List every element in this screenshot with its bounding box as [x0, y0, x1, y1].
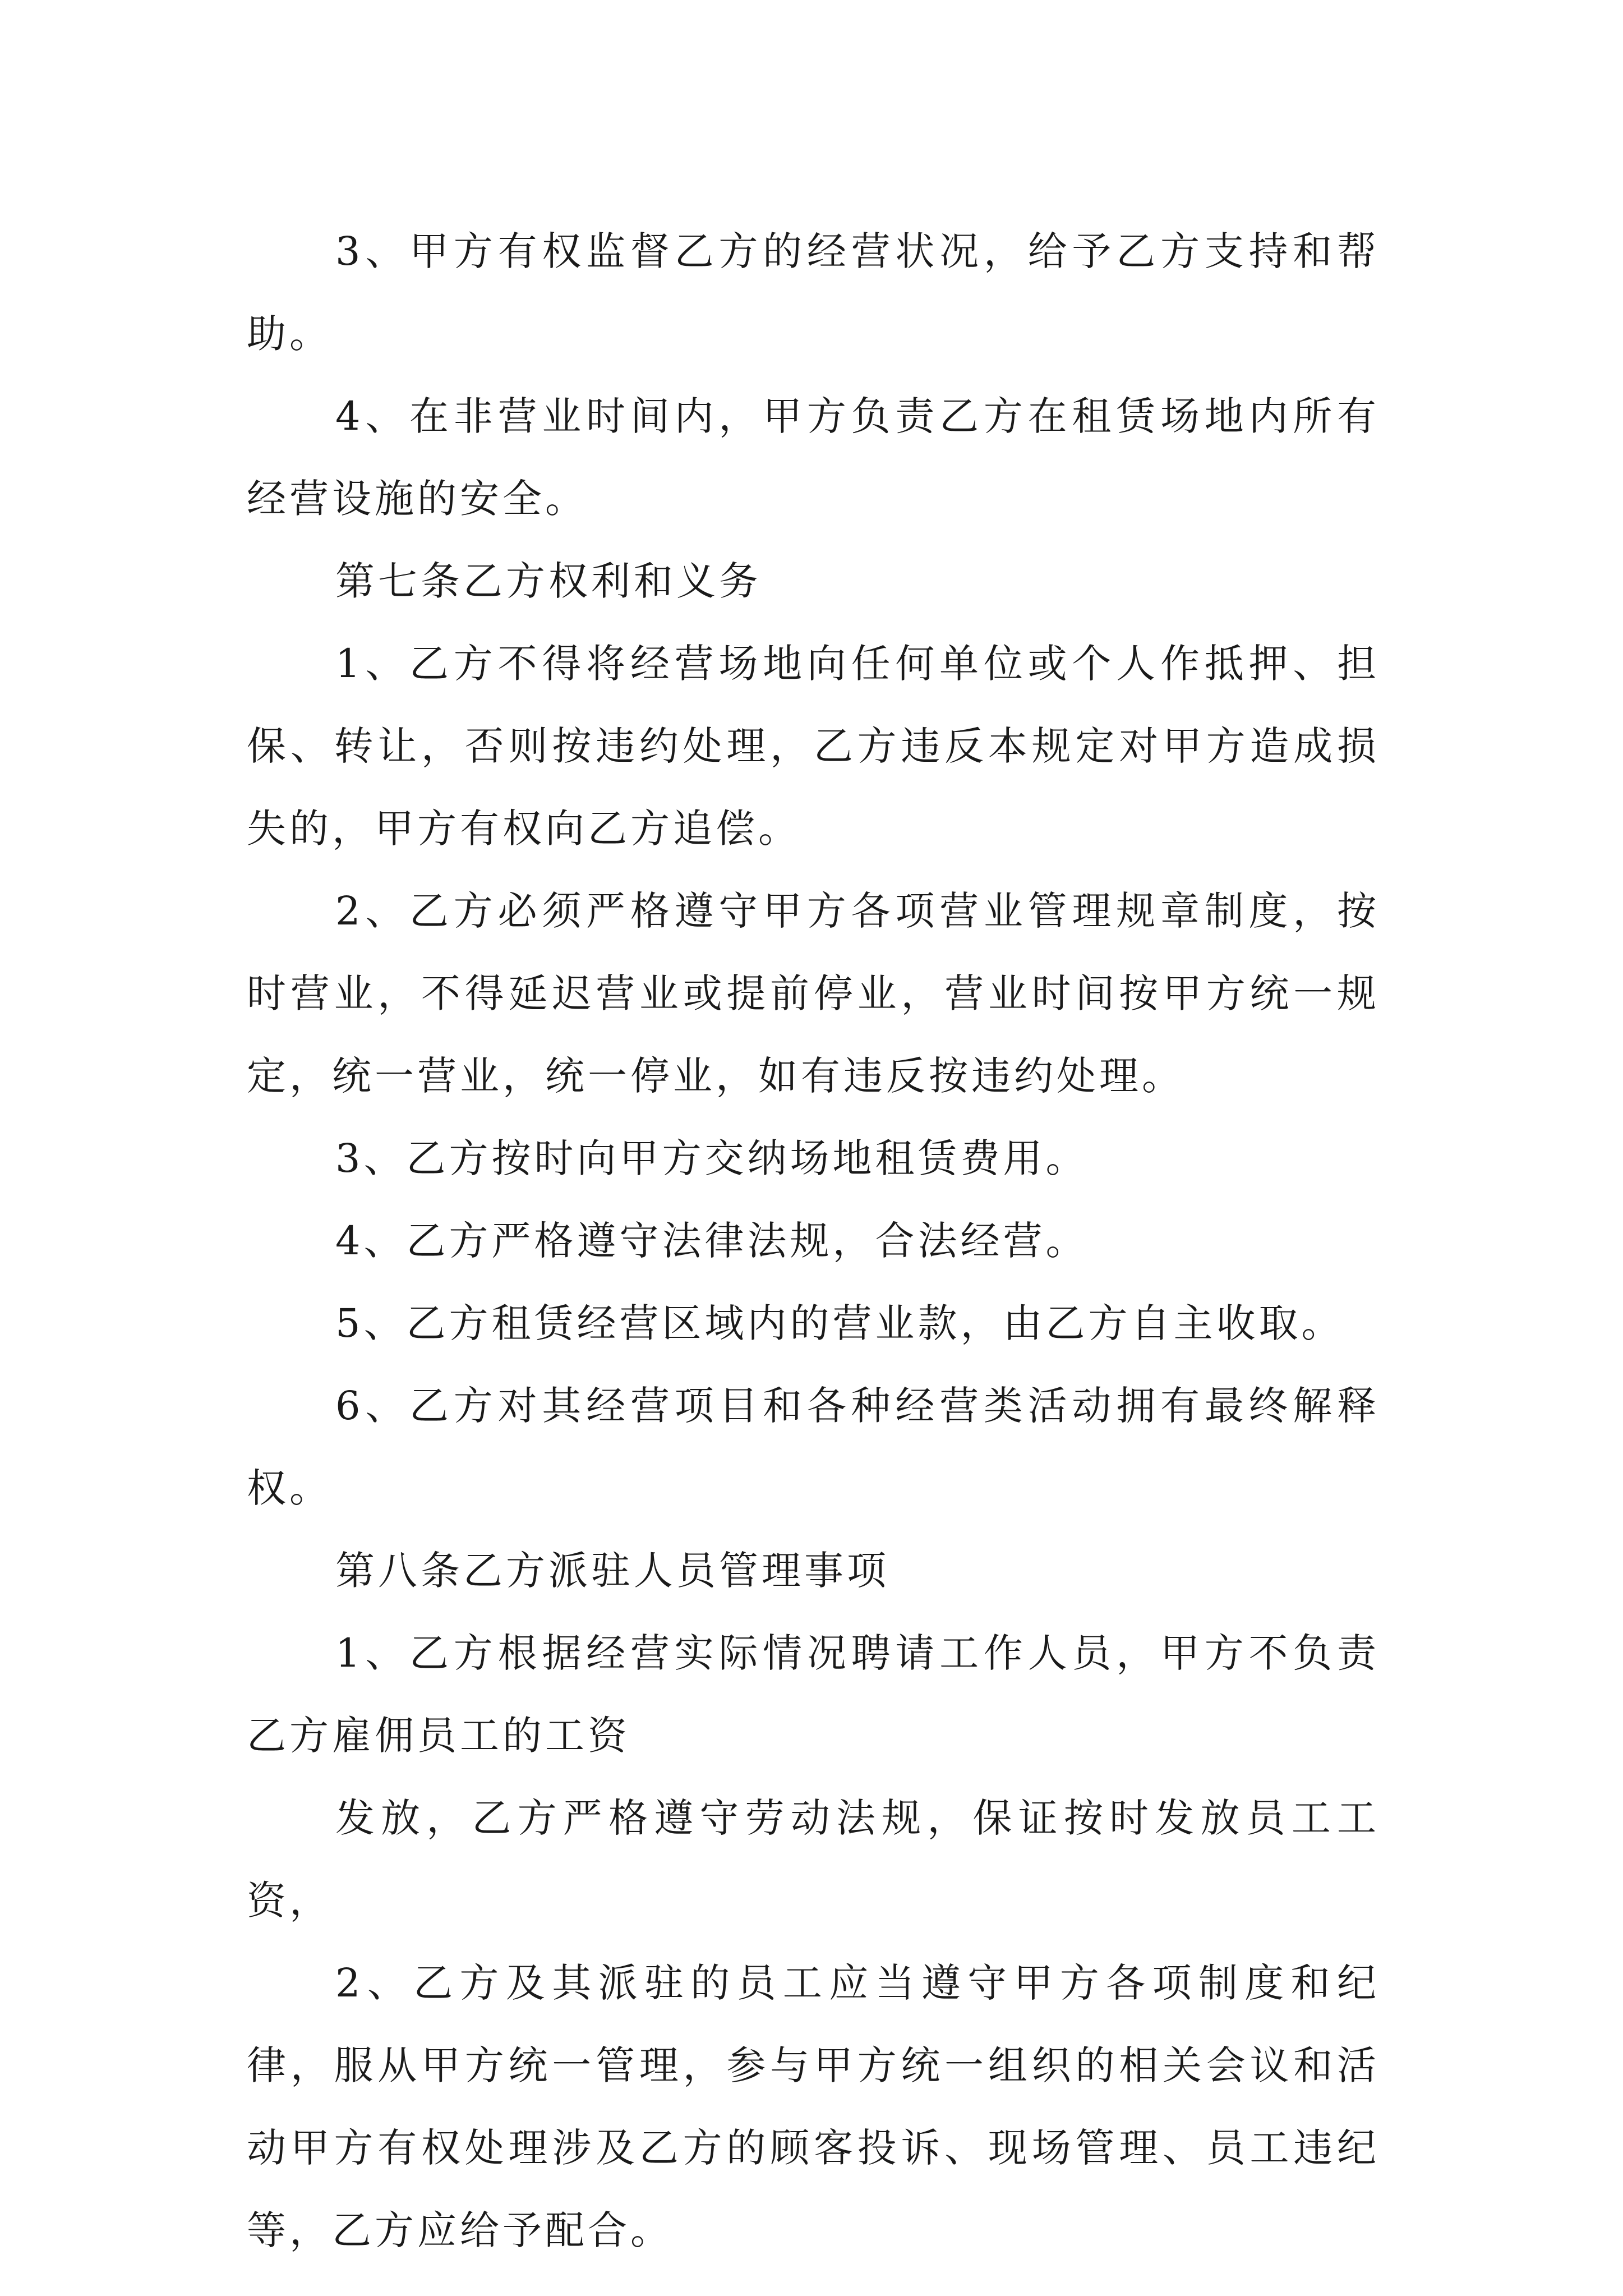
section-heading-article-7: 第七条乙方权利和义务 [335, 558, 762, 604]
paragraph-business-hours: 2、乙方必须严格遵守甲方各项营业管理规章制度，按时营业，不得延迟营业或提前停业，营业时间按甲方统一规定，统一营业，统一停业，如有违反按违约处理。 [247, 888, 1380, 1099]
paragraph-revenue-collection: 5、乙方租赁经营区域内的营业款，由乙方自主收取。 [335, 1300, 1344, 1346]
document-body [247, 210, 1380, 2272]
paragraph-staff-rules: 2、乙方及其派驻的员工应当遵守甲方各项制度和纪律，服从甲方统一管理，参与甲方统一组织的相关会议和活动甲方有权处理涉及乙方的顾客投诉、现场管理、员工违纪等，乙方应给予配合。 [247, 1960, 1380, 2253]
paragraph-legal-compliance: 4、乙方严格遵守法律法规，合法经营。 [335, 1218, 1089, 1264]
paragraph-party-a-supervision: 3、甲方有权监督乙方的经营状况，给予乙方支持和帮助。 [247, 228, 1380, 357]
section-heading-article-8: 第八条乙方派驻人员管理事项 [335, 1548, 889, 1594]
paragraph-wage-payment: 发放，乙方严格遵守劳动法规，保证按时发放员工工资， [247, 1795, 1380, 1924]
paragraph-party-a-safety: 4、在非营业时间内，甲方负责乙方在租赁场地内所有经营设施的安全。 [247, 393, 1380, 522]
paragraph-rent-payment: 3、乙方按时向甲方交纳场地租赁费用。 [335, 1135, 1089, 1181]
paragraph-no-mortgage: 1、乙方不得将经营场地向任何单位或个人作抵押、担保、转让，否则按违约处理，乙方违反本规定对甲方造成损失的，甲方有权向乙方追偿。 [247, 641, 1380, 852]
paragraph-final-interpretation: 6、乙方对其经营项目和各种经营类活动拥有最终解释权。 [247, 1383, 1380, 1511]
paragraph-hiring-staff: 1、乙方根据经营实际情况聘请工作人员，甲方不负责乙方雇佣员工的工资 [247, 1630, 1380, 1759]
